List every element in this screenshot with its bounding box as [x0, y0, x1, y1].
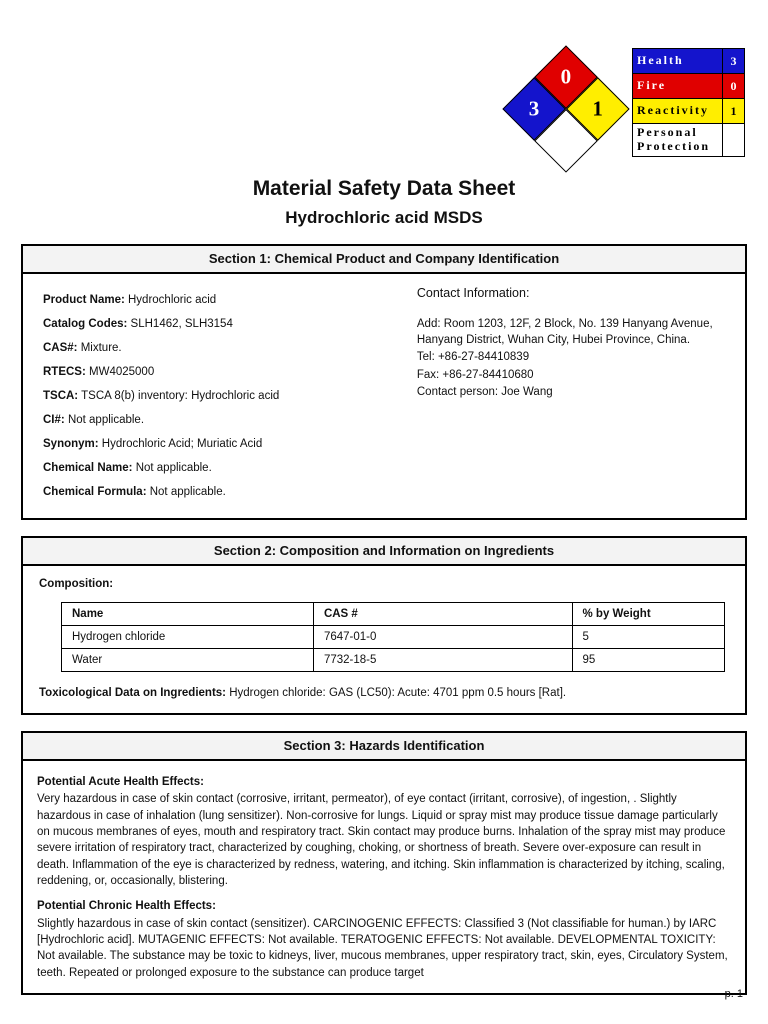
section-2-header: Section 2: Composition and Information on Ingredients — [23, 538, 745, 566]
field-label: CI#: — [43, 414, 65, 426]
composition-header-row — [62, 603, 725, 626]
chronic-effects-label: Potential Chronic Health Effects: — [37, 900, 216, 913]
rating-row-health — [633, 49, 745, 74]
field-ci-number — [43, 414, 405, 426]
composition-label: Composition: — [39, 578, 114, 590]
field-cas-number — [43, 342, 405, 354]
section-1 — [21, 244, 747, 520]
field-value: Mixture. — [80, 342, 122, 354]
table-row — [62, 649, 725, 672]
contact-person: Contact person: Joe Wang — [416, 386, 553, 399]
field-label: Synonym: — [43, 438, 99, 450]
nfpa-reactivity-value: 1 — [592, 96, 604, 121]
section-2 — [21, 536, 747, 715]
column-header-weight: % by Weight — [572, 603, 725, 626]
rating-label-health: Health — [633, 49, 723, 74]
rating-row-fire — [633, 74, 745, 99]
rating-row-reactivity — [633, 99, 745, 124]
page-number: p. 1 — [724, 988, 743, 1000]
field-product-name — [43, 294, 405, 306]
document-titles — [0, 177, 768, 228]
field-value: Not applicable. — [67, 414, 145, 426]
document-title: Material Safety Data Sheet — [252, 177, 516, 200]
rating-value-fire: 0 — [723, 74, 745, 99]
contact-fax: Fax: +86-27-84410680 — [416, 368, 534, 381]
field-label: Catalog Codes: — [43, 318, 128, 330]
column-header-cas: CAS # — [313, 603, 572, 626]
rating-value-personal-protection — [723, 124, 745, 157]
field-label: RTECS: — [43, 366, 86, 378]
field-label: Chemical Name: — [43, 462, 133, 474]
rating-label-reactivity: Reactivity — [633, 99, 723, 124]
contact-information — [413, 276, 745, 510]
table-row — [62, 626, 725, 649]
nfpa-fire-value: 0 — [560, 64, 572, 89]
field-catalog-codes — [43, 318, 405, 330]
field-value: Not applicable. — [149, 486, 226, 498]
field-value: SLH1462, SLH3154 — [130, 318, 233, 330]
rating-row-personal-protection — [633, 124, 745, 157]
field-value: TSCA 8(b) inventory: Hydrochloric acid — [81, 390, 280, 402]
nfpa-fire-diamond — [500, 43, 632, 175]
field-chemical-formula — [43, 486, 405, 498]
chronic-effects-text: Slightly hazardous in case of skin contact (sensitizer). CARCINOGENIC EFFECTS: Classified 3 (Not classifiable for human.) by IARC [Hydrochloric acid]. MUTAGENIC EFFECTS: Not available. TERATOGENIC EFFECTS: Not available. DEVELOPMENTAL TOXICITY: Not available. The substance may be toxic to kidneys, liver, mucous membranes, upper respiratory tract, skin, eyes, Circulatory System, teeth. Repeated or prolonged exposure to the substance can produce target — [37, 917, 728, 979]
field-synonym — [43, 438, 405, 450]
field-tsca — [43, 390, 405, 402]
rating-value-reactivity: 1 — [723, 99, 745, 124]
field-label: CAS#: — [43, 342, 78, 354]
cell-ingredient-cas: 7732-18-5 — [313, 649, 572, 672]
cell-ingredient-weight: 95 — [572, 649, 725, 672]
field-label: Product Name: — [43, 294, 125, 306]
nfpa-health-value: 3 — [528, 96, 540, 121]
rating-value-health: 3 — [723, 49, 745, 74]
section-2-body — [23, 566, 745, 713]
document-subtitle: Hydrochloric acid MSDS — [285, 208, 483, 227]
toxicological-data-line — [39, 687, 729, 699]
hazard-ratings-table — [632, 48, 745, 157]
field-value: MW4025000 — [89, 366, 155, 378]
section-1-body — [23, 274, 745, 518]
cell-ingredient-cas: 7647-01-0 — [313, 626, 572, 649]
acute-effects-label: Potential Acute Health Effects: — [37, 776, 204, 788]
section-3-body — [23, 761, 745, 993]
toxicological-data-label: Toxicological Data on Ingredients: — [39, 687, 227, 699]
acute-effects-text: Very hazardous in case of skin contact (corrosive, irritant, permeator), of eye contact (irritant, corrosive), of ingestion, . Slightly hazardous in case of inhalation (lung sensitizer). Non-corrosive for lungs. Liquid or spray mist may produce tissue damage particularly on mucous membranes of eyes, mouth and respiratory tract. Skin contact may produce burns. Inhalation of the spray mist may produce severe irritation of respiratory tract, characterized by coughing, choking, or shortness of breath. Severe over-exposure can result in death. Inflammation of the eye is characterized by redness, watering, and itching. Skin inflammation is characterized by itching, scaling, reddening, or, occasionally, blistering. — [37, 793, 726, 887]
product-identification-fields — [23, 276, 413, 510]
section-3-header: Section 3: Hazards Identification — [23, 733, 745, 761]
contact-tel: Tel: +86-27-84410839 — [416, 351, 530, 364]
field-value: Hydrochloric Acid; Muriatic Acid — [101, 438, 263, 450]
section-1-header: Section 1: Chemical Product and Company Identification — [23, 246, 745, 274]
field-label: TSCA: — [43, 390, 79, 402]
cell-ingredient-name: Hydrogen chloride — [62, 626, 314, 649]
column-header-name: Name — [62, 603, 314, 626]
nfpa-diamond-grid — [502, 45, 629, 172]
contact-address: Add: Room 1203, 12F, 2 Block, No. 139 Hanyang Avenue, Hanyang District, Wuhan City, Hubei Province, China. — [416, 318, 713, 346]
field-value: Hydrochloric acid — [128, 294, 217, 306]
contact-heading: Contact Information: — [416, 286, 530, 300]
toxicological-data-text: Hydrogen chloride: GAS (LC50): Acute: 4701 ppm 0.5 hours [Rat]. — [229, 687, 567, 699]
field-chemical-name — [43, 462, 405, 474]
hazard-header-area — [0, 0, 768, 175]
cell-ingredient-name: Water — [62, 649, 314, 672]
field-label: Chemical Formula: — [43, 486, 147, 498]
cell-ingredient-weight: 5 — [572, 626, 725, 649]
composition-table — [61, 602, 725, 672]
field-rtecs — [43, 366, 405, 378]
rating-label-fire: Fire — [633, 74, 723, 99]
section-3 — [21, 731, 747, 995]
rating-label-personal-protection: Personal Protection — [633, 124, 723, 157]
field-value: Not applicable. — [135, 462, 212, 474]
